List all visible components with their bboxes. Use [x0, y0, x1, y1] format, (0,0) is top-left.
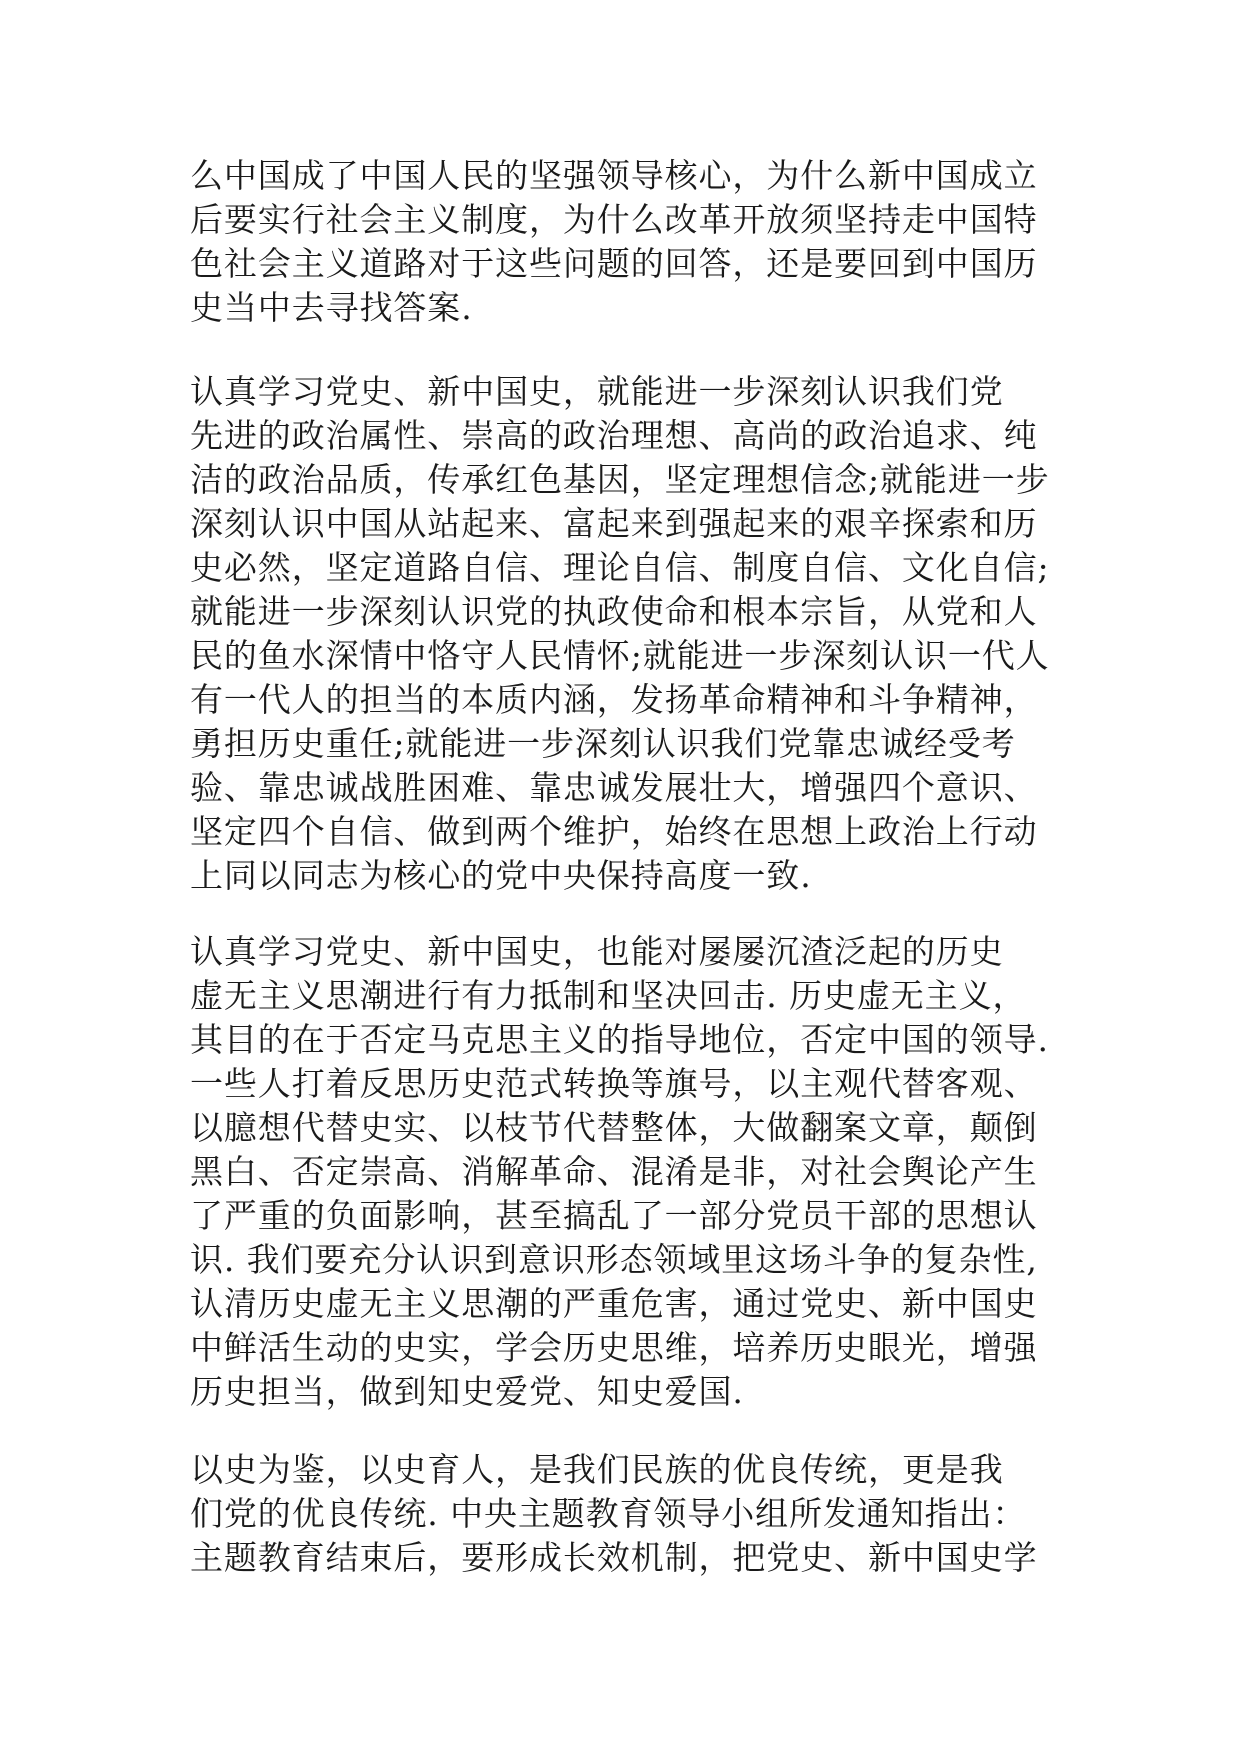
text-line: 主题教育结束后，要形成长效机制，把党史、新中国史学	[190, 1538, 1038, 1577]
text-line: 们党的优良传统. 中央主题教育领导小组所发通知指出：	[190, 1494, 1027, 1533]
text-line: 勇担历史重任;就能进一步深刻认识我们党靠忠诚经受考	[190, 724, 1016, 763]
text-line: 以臆想代替史实、以枝节代替整体，大做翻案文章，颠倒	[190, 1108, 1038, 1147]
text-line: 先进的政治属性、崇高的政治理想、高尚的政治追求、纯	[190, 416, 1038, 455]
text-line: 后要实行社会主义制度，为什么改革开放须坚持走中国特	[190, 200, 1038, 239]
text-line: 史当中去寻找答案.	[190, 288, 473, 327]
text-line: 认真学习党史、新中国史，就能进一步深刻认识我们党	[190, 372, 1004, 411]
text-line: 认清历史虚无主义思潮的严重危害，通过党史、新中国史	[190, 1284, 1038, 1323]
text-line: 坚定四个自信、做到两个维护，始终在思想上政治上行动	[190, 812, 1038, 851]
text-line: 有一代人的担当的本质内涵，发扬革命精神和斗争精神，	[190, 680, 1038, 719]
text-line: 以史为鉴，以史育人，是我们民族的优良传统，更是我	[190, 1450, 1004, 1489]
paragraph-2	[190, 370, 1050, 898]
text-line: 历史担当，做到知史爱党、知史爱国.	[190, 1372, 744, 1411]
text-line: 中鲜活生动的史实，学会历史思维，培养历史眼光，增强	[190, 1328, 1038, 1367]
text-line: 么中国成了中国人民的坚强领导核心，为什么新中国成立	[190, 156, 1038, 195]
paragraph-3	[190, 930, 1050, 1414]
text-line: 黑白、否定崇高、消解革命、混淆是非，对社会舆论产生	[190, 1152, 1038, 1191]
text-line: 验、靠忠诚战胜困难、靠忠诚发展壮大，增强四个意识、	[190, 768, 1038, 807]
paragraph-4	[190, 1448, 1050, 1580]
text-line: 洁的政治品质，传承红色基因，坚定理想信念;就能进一步	[190, 460, 1050, 499]
text-line: 史必然，坚定道路自信、理论自信、制度自信、文化自信;	[190, 548, 1050, 587]
text-line: 其目的在于否定马克思主义的指导地位，否定中国的领导.	[190, 1020, 1049, 1059]
text-line: 就能进一步深刻认识党的执政使命和根本宗旨，从党和人	[190, 592, 1038, 631]
paragraph-1	[190, 154, 1050, 330]
text-line: 深刻认识中国从站起来、富起来到强起来的艰辛探索和历	[190, 504, 1038, 543]
text-line: 色社会主义道路对于这些问题的回答，还是要回到中国历	[190, 244, 1038, 283]
text-line: 认真学习党史、新中国史，也能对屡屡沉渣泛起的历史	[190, 932, 1004, 971]
text-line: 识. 我们要充分认识到意识形态领域里这场斗争的复杂性,	[190, 1240, 1038, 1279]
text-line: 虚无主义思潮进行有力抵制和坚决回击. 历史虚无主义，	[190, 976, 1027, 1015]
text-line: 民的鱼水深情中恪守人民情怀;就能进一步深刻认识一代人	[190, 636, 1050, 675]
text-line: 上同以同志为核心的党中央保持高度一致.	[190, 856, 812, 895]
text-line: 了严重的负面影响，甚至搞乱了一部分党员干部的思想认	[190, 1196, 1038, 1235]
text-line: 一些人打着反思历史范式转换等旗号，以主观代替客观、	[190, 1064, 1038, 1103]
